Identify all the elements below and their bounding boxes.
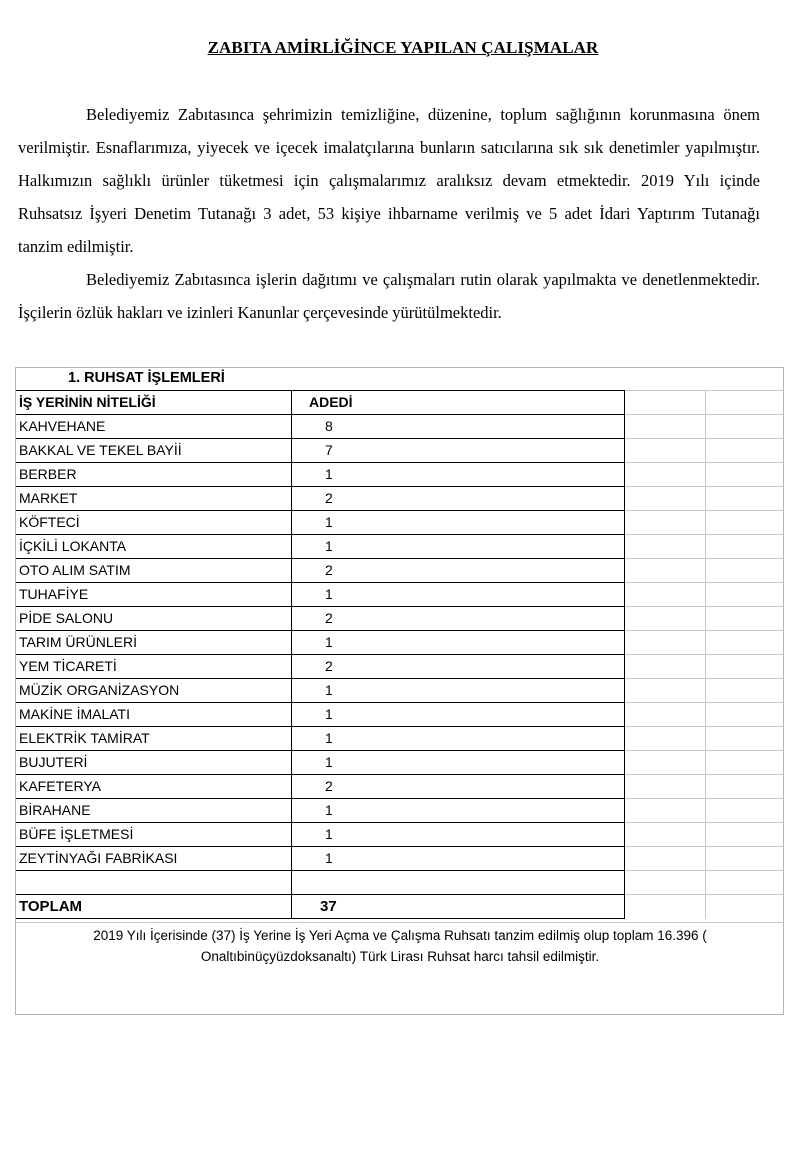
empty-cell <box>625 846 706 870</box>
count-cell: 1 <box>292 726 625 750</box>
empty-cell <box>706 798 784 822</box>
empty-cell <box>706 846 784 870</box>
empty-cell <box>625 726 706 750</box>
business-type-cell: KÖFTECİ <box>16 510 292 534</box>
intro-paragraph-text: Belediyemiz Zabıtasınca şehrimizin temizliğine, düzenine, toplum sağlığının korunmasına önem verilmiştir. Esnaflarımıza, yiyecek ve içecek imalatçılarına bunların satıcılarına sık sık denetimler yapılmıştır. Halkımızın sağlıklı ürünler tüketmesi için çalışmalarımız aralıksız devam etmektedir. 2019 Yılı içinde Ruhsatsız İşyeri Denetim Tutanağı 3 adet, 53 kişiye ihbarname verilmiş ve 5 adet İdari Yaptırım Tutanağı tanzim edilmiştir. <box>18 105 760 256</box>
empty-cell <box>706 558 784 582</box>
empty-cell <box>292 870 625 894</box>
table-row <box>16 822 784 846</box>
empty-cell <box>706 462 784 486</box>
business-type-cell: BÜFE İŞLETMESİ <box>16 822 292 846</box>
empty-cell <box>706 414 784 438</box>
intro-paragraph <box>18 98 760 263</box>
table-row <box>16 654 784 678</box>
table-row <box>16 438 784 462</box>
empty-cell <box>706 630 784 654</box>
empty-cell <box>625 822 706 846</box>
empty-cell <box>706 510 784 534</box>
total-label: TOPLAM <box>16 894 292 919</box>
count-cell: 1 <box>292 534 625 558</box>
count-cell: 1 <box>292 822 625 846</box>
count-cell: 7 <box>292 438 625 462</box>
total-row <box>16 894 784 918</box>
empty-cell <box>706 870 784 894</box>
table-row <box>16 414 784 438</box>
business-type-cell: OTO ALIM SATIM <box>16 558 292 582</box>
business-type-cell: ZEYTİNYAĞI FABRİKASI <box>16 846 292 870</box>
table-row <box>16 702 784 726</box>
business-type-cell: MAKİNE İMALATI <box>16 702 292 726</box>
table-body <box>16 390 784 918</box>
empty-cell <box>706 678 784 702</box>
business-type-cell: ELEKTRİK TAMİRAT <box>16 726 292 750</box>
business-type-cell: İÇKİLİ LOKANTA <box>16 534 292 558</box>
empty-cell <box>706 822 784 846</box>
business-type-cell: TUHAFİYE <box>16 582 292 606</box>
count-cell: 1 <box>292 846 625 870</box>
count-cell: 1 <box>292 750 625 774</box>
empty-cell <box>625 678 706 702</box>
count-cell: 1 <box>292 678 625 702</box>
empty-cell <box>625 486 706 510</box>
empty-cell <box>706 438 784 462</box>
count-cell: 2 <box>292 606 625 630</box>
empty-cell <box>706 582 784 606</box>
empty-cell <box>625 870 706 894</box>
business-type-cell: BAKKAL VE TEKEL BAYİİ <box>16 438 292 462</box>
empty-cell <box>625 606 706 630</box>
page-title: ZABITA AMİRLİĞİNCE YAPILAN ÇALIŞMALAR <box>207 38 599 57</box>
empty-cell <box>706 702 784 726</box>
empty-cell <box>625 390 706 414</box>
business-type-cell: TARIM ÜRÜNLERİ <box>16 630 292 654</box>
count-cell: 1 <box>292 798 625 822</box>
table-row <box>16 582 784 606</box>
business-type-cell: MÜZİK ORGANİZASYON <box>16 678 292 702</box>
business-type-cell: KAHVEHANE <box>16 414 292 438</box>
empty-cell <box>706 726 784 750</box>
table-row <box>16 726 784 750</box>
business-type-cell: MARKET <box>16 486 292 510</box>
table-row <box>16 678 784 702</box>
table-row <box>16 510 784 534</box>
empty-cell <box>706 750 784 774</box>
business-type-cell: BERBER <box>16 462 292 486</box>
second-paragraph <box>18 263 760 329</box>
empty-cell <box>706 534 784 558</box>
table-header-row <box>16 390 784 414</box>
empty-cell <box>625 558 706 582</box>
section-title: 1. RUHSAT İŞLEMLERİ <box>68 370 225 386</box>
empty-cell <box>625 702 706 726</box>
table-row <box>16 606 784 630</box>
empty-cell <box>625 750 706 774</box>
table-row <box>16 774 784 798</box>
empty-cell <box>625 534 706 558</box>
second-paragraph-text: Belediyemiz Zabıtasınca işlerin dağıtımı ve çalışmaları rutin olarak yapılmakta ve denetlenmektedir. İşçilerin özlük hakları ve izinleri Kanunlar çerçevesinde yürütülmektedir. <box>18 270 760 322</box>
empty-cell <box>625 894 706 919</box>
empty-cell <box>625 654 706 678</box>
business-type-cell: KAFETERYA <box>16 774 292 798</box>
count-cell: 2 <box>292 774 625 798</box>
count-cell: 1 <box>292 582 625 606</box>
empty-cell <box>625 630 706 654</box>
table-row <box>16 462 784 486</box>
empty-cell <box>625 438 706 462</box>
count-cell: 2 <box>292 486 625 510</box>
business-type-cell: BİRAHANE <box>16 798 292 822</box>
empty-cell <box>706 486 784 510</box>
empty-cell <box>625 774 706 798</box>
table-row <box>16 846 784 870</box>
table-row <box>16 486 784 510</box>
business-type-cell: YEM TİCARETİ <box>16 654 292 678</box>
business-type-cell: BUJUTERİ <box>16 750 292 774</box>
count-cell: 2 <box>292 558 625 582</box>
count-cell: 8 <box>292 414 625 438</box>
table-row <box>16 630 784 654</box>
empty-cell <box>706 606 784 630</box>
blank-row <box>16 870 784 894</box>
table-row <box>16 558 784 582</box>
table-row <box>16 534 784 558</box>
column-header-count: ADEDİ <box>292 390 625 414</box>
empty-cell <box>706 390 784 414</box>
count-cell: 1 <box>292 702 625 726</box>
empty-cell <box>16 870 292 894</box>
count-cell: 2 <box>292 654 625 678</box>
empty-cell <box>706 774 784 798</box>
column-header-type: İŞ YERİNİN NİTELİĞİ <box>16 390 292 414</box>
empty-cell <box>706 654 784 678</box>
table-row <box>16 750 784 774</box>
count-cell: 1 <box>292 462 625 486</box>
count-cell: 1 <box>292 510 625 534</box>
total-value: 37 <box>292 894 625 919</box>
table-note: 2019 Yılı İçerisinde (37) İş Yerine İş Yeri Açma ve Çalışma Ruhsatı tanzim edilmiş olup toplam 16.396 ( Onaltıbinüçyüzdoksanaltı) Türk Lirası Ruhsat harcı tahsil edilmiştir. <box>16 922 784 967</box>
empty-cell <box>625 582 706 606</box>
table-row <box>16 798 784 822</box>
license-table <box>15 367 784 1015</box>
empty-cell <box>625 510 706 534</box>
count-cell: 1 <box>292 630 625 654</box>
empty-cell <box>625 462 706 486</box>
empty-cell <box>625 798 706 822</box>
empty-cell <box>706 894 784 919</box>
business-type-cell: PİDE SALONU <box>16 606 292 630</box>
empty-cell <box>625 414 706 438</box>
